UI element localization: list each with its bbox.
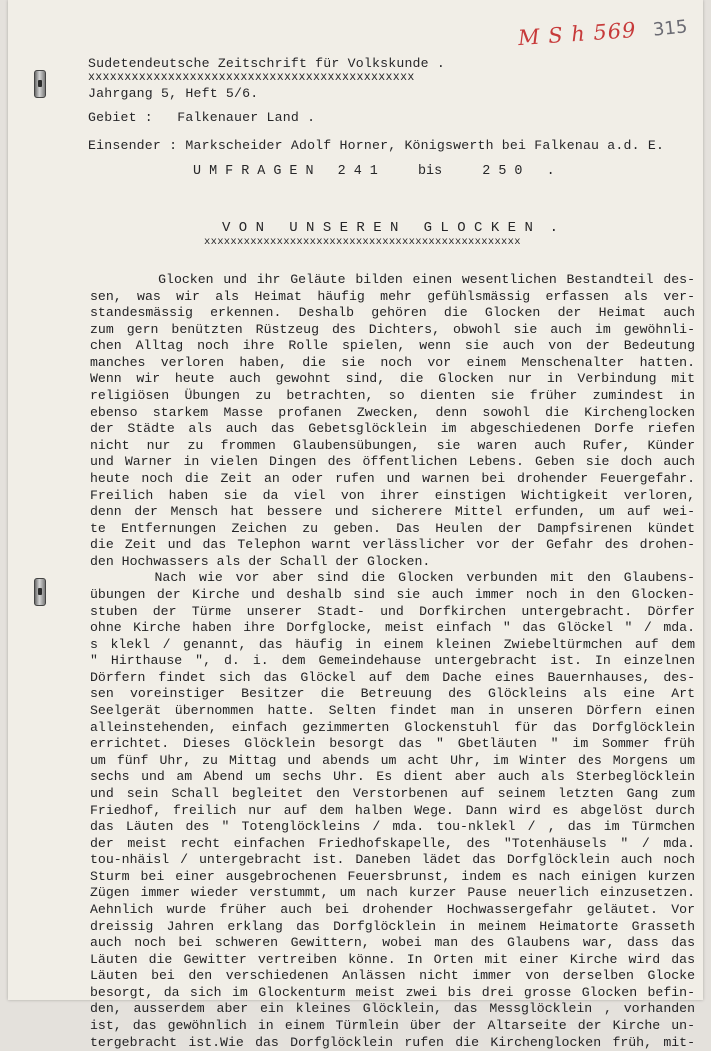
document-title: V O N U N S E R E N G L O C K E N . — [222, 220, 559, 236]
body-text — [90, 272, 695, 1051]
text-line: tergebracht ist.Wie das Dorfglöcklein rufen die Kirchenglocken früh, mit- — [90, 1034, 695, 1050]
text-line: besorgt, da sich im Glockenturm meist zwei bis drei grosse Glocken befin- — [90, 984, 695, 1000]
text-line: Friedhof, freilich nur auf dem halben Wege. Dann wird es abgelöst durch — [90, 802, 695, 818]
text-line: der Städte als auch das Gebetsglöcklein im abgeschiedenen Dorfe riefen — [90, 421, 695, 437]
text-line: sechs und am Abend um sechs Uhr. Es dient aber auch als Sterbeglöcklein — [90, 769, 695, 785]
text-line: der meist recht einfachen Friedhofskapelle, des "Totenhäusels " / mda. — [90, 835, 695, 851]
text-line: das Läuten des " Totenglöckleins / mda. tou-nklekl / , das im Türmchen — [90, 819, 695, 835]
text-line: te Entfernungen Zeichen zu geben. Das Heulen der Dampfsirenen kündet — [90, 520, 695, 536]
text-line: standesmässig erkennen. Deshalb gehören die Glocken der Heimat auch — [90, 305, 695, 321]
text-line: alleinstehenden, einfach gezimmerten Glockenstuhl für das Dorfglöcklein — [90, 719, 695, 735]
document-page — [8, 0, 703, 1050]
text-line: stuben der Türme unserer Stadt- und Dorfkirchen untergebracht. Dörfer — [90, 603, 695, 619]
text-line: sen voreinstiger Besitzer die Betreuung des Glöckleins als eine Art — [90, 686, 695, 702]
text-line: Läuten die Gewitter vertreiben könne. In Orten mit einer Kirche wird das — [90, 951, 695, 967]
text-line: den, ausserdem aber ein kleines Glöcklein, das Messglöcklein , vorhanden — [90, 1001, 695, 1017]
text-line: " Hirthause ", d. i. dem Gemeindehause untergebracht ist. In einzelnen — [90, 653, 695, 669]
punch-hole-bottom — [34, 578, 46, 606]
text-line: Glocken und ihr Geläute bilden einen wesentlichen Bestandteil des- — [90, 272, 695, 287]
text-line: Wenn wir heute auch gewohnt sind, die Glocken nur in Verbindung mit — [90, 371, 695, 387]
text-line: tou-nhäisl / untergebracht ist. Daneben lädet das Dorfglöcklein auch noch — [90, 852, 695, 868]
text-line: s klekl / genannt, das häufig in einem kleinen Zwiebeltürmchen auf dem — [90, 636, 695, 652]
text-line: und Warner in vielen Dingen des öffentlichen Lebens. Geben sie doch auch — [90, 454, 695, 470]
text-line: ist, das gewöhnlich in einem Türmlein über der Altarseite der Kirche un- — [90, 1018, 695, 1034]
text-line: ebenso starkem Masse profanen Zwecken, denn sowohl die Kirchenglocken — [90, 404, 695, 420]
text-line: ohne Kirche haben ihre Dorfglocke, meist einfach " das Glöckel " / mda. — [90, 620, 695, 636]
text-line: nicht nur zu frommen Glaubensübungen, sie waren auch Rufer, Künder — [90, 437, 695, 453]
page-number: 315 — [651, 16, 689, 41]
text-line: Dörfern findet sich das Glöckel auf dem Dache eines Bauernhauses, des- — [90, 669, 695, 685]
text-line: errichtet. Dieses Glöcklein besorgt das " Gbetläuten " im Sommer früh — [90, 736, 695, 752]
text-line: heute noch die Zeit an oder rufen und warnen bei drohender Feuergefahr. — [90, 470, 695, 486]
text-line: die Zeit und das Telephon warnt verlässlicher vor der Gefahr des drohen- — [90, 537, 695, 553]
journal-name: Sudetendeutsche Zeitschrift für Volkskunde . — [88, 56, 446, 71]
text-line: religiösen Übungen zu betrachten, so dienten sie früher zumindest in — [90, 388, 695, 404]
text-line: Zügen immer wieder verstummt, um nach kurzer Pause neuerlich einzusetzen. — [90, 885, 695, 901]
title-underline: xxxxxxxxxxxxxxxxxxxxxxxxxxxxxxxxxxxxxxxxxxxxxxxx — [204, 236, 521, 248]
text-line: auch noch bei schweren Gewittern, wobei man des Glaubens war, dass das — [90, 935, 695, 951]
text-line: Nach wie vor aber sind die Glocken verbunden mit den Glaubens- — [90, 570, 695, 586]
region-line: Gebiet : Falkenauer Land . — [88, 110, 316, 125]
text-line: um fünf Uhr, zu Mittag und abends um acht Uhr, im Winter des Morgens um — [90, 752, 695, 768]
text-line: chen Alltag noch ihre Rolle spielen, wenn sie auch von der Bedeutung — [90, 338, 695, 354]
punch-hole-top — [34, 70, 46, 98]
sender-line: Einsender : Markscheider Adolf Horner, Königswerth bei Falkenau a.d. E. — [88, 138, 665, 153]
text-line: Sturm bei einer ausgebrochenen Feuersbrunst, indem es nach einigen kurzen — [90, 868, 695, 884]
header-separator: xxxxxxxxxxxxxxxxxxxxxxxxxxxxxxxxxxxxxxxxxxxxx — [88, 71, 415, 84]
text-line: Seelgerät übernommen hatte. Selten findet man in unseren Dörfern einen — [90, 703, 695, 719]
text-line: dreissig Jahren erklang das Dorfglöcklein in meinem Heimatorte Grasseth — [90, 918, 695, 934]
survey-heading: U M F R A G E N 2 4 1 bis 2 5 0 . — [193, 164, 555, 179]
text-line: Freilich haben sie da viel von ihrer einstigen Wichtigkeit verloren, — [90, 487, 695, 503]
text-line: denn der Mensch hat bessere und sicherere Mittel erfunden, um auf wei- — [90, 504, 695, 520]
text-line: zum gern benützten Rüstzeug des Dichters, obwohl sie auch im gewöhnli- — [90, 321, 695, 337]
archive-signature: M S h 569 — [517, 17, 638, 51]
text-line: sen, was wir als Heimat häufig mehr gefühlsmässig erfassen als ver- — [90, 288, 695, 304]
text-line: den Hochwassers als der Schall der Glocken. — [90, 553, 431, 569]
text-line: Aehnlich wurde früher auch bei drohender Hochwassergefahr geläutet. Vor — [90, 901, 695, 917]
text-line: Läuten bei den verschiedenen Anlässen nicht immer von derselben Glocke — [90, 968, 695, 984]
issue-info: Jahrgang 5, Heft 5/6. — [88, 86, 259, 101]
text-line: übungen der Kirche und deshalb sind sie auch immer noch in den Glocken- — [90, 586, 695, 602]
text-line: und sein Schall begleitet den Verstorbenen auf seinem letzten Gang zum — [90, 785, 695, 801]
text-line: manches verloren haben, die sie noch vor einem Menschenalter hatten. — [90, 354, 695, 370]
